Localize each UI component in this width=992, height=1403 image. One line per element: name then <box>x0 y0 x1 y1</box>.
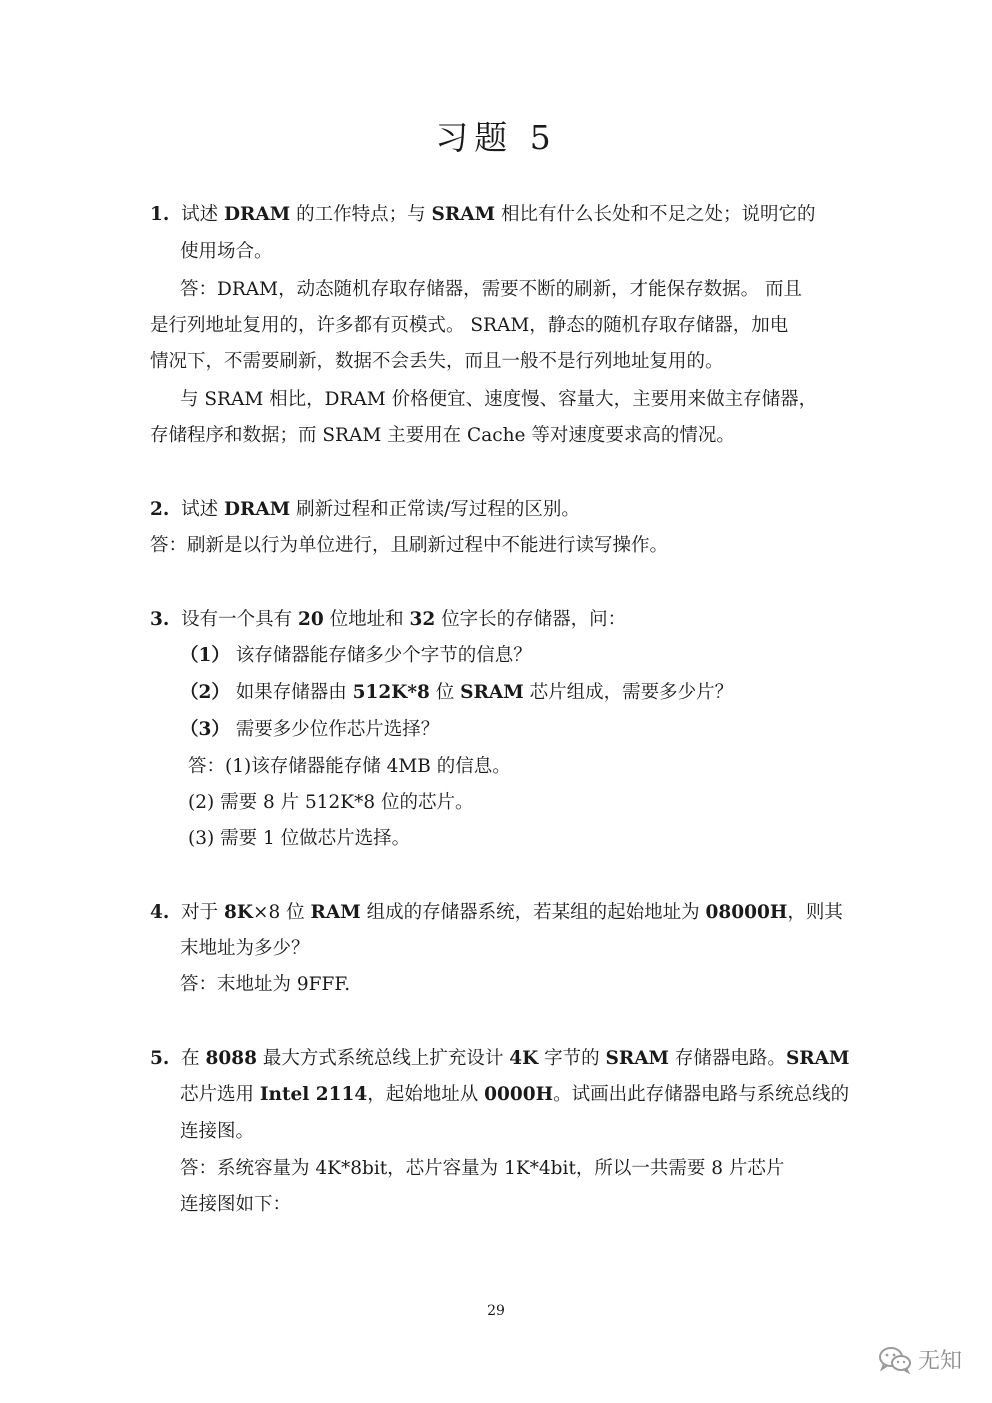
question-2 <box>150 497 580 523</box>
answer-1-line-2: 是行列地址复用的，许多都有页模式。 SRAM，静态的随机存取存储器，加电 <box>150 315 789 336</box>
sub-question-3 <box>180 717 439 743</box>
text: 芯片组成，需要多少片？ <box>523 682 734 703</box>
text: 在 <box>181 1048 206 1069</box>
page-title: 习题 5 <box>435 118 557 157</box>
sub-question-2 <box>180 680 733 706</box>
watermark-text: 无知 <box>917 1349 962 1374</box>
text: 该存储器能存储多少个字节的信息？ <box>229 645 532 666</box>
text-bold: SRAM <box>431 204 496 225</box>
text: 芯片选用 <box>180 1084 260 1105</box>
sub-question-number: （3） <box>180 719 230 740</box>
text-bold: SRAM <box>460 682 524 703</box>
text-bold: DRAM <box>223 204 291 225</box>
answer-1-line-1: 答：DRAM，动态随机存取存储器，需要不断的刷新，才能保存数据。 而且 <box>180 279 802 300</box>
page-number: 29 <box>487 1303 505 1319</box>
answer-1-line-3: 情况下，不需要刷新，数据不会丢失，而且一般不是行列地址复用的。 <box>150 351 724 372</box>
answer-3-line-3: (3) 需要 1 位做芯片选择。 <box>188 828 411 849</box>
question-number: 1. <box>150 204 170 225</box>
text-bold: SRAM <box>605 1048 670 1069</box>
answer-1-line-4: 与 SRAM 相比，DRAM 价格便宜、速度慢、容量大，主要用来做主存储器， <box>180 389 818 410</box>
text: 试述 <box>181 204 224 225</box>
text: 试述 <box>181 499 224 520</box>
question-5 <box>150 1046 850 1072</box>
text-bold: DRAM <box>223 499 291 520</box>
question-4-line-2: 末地址为多少？ <box>180 938 310 959</box>
question-1-line-2: 使用场合。 <box>180 241 273 262</box>
watermark <box>878 1344 962 1375</box>
answer-3-line-1: 答：(1)该存储器能存储 4MB 的信息。 <box>188 756 511 777</box>
text: ×8 位 <box>252 902 311 923</box>
question-4 <box>150 900 843 926</box>
answer-2-line-1: 答：刷新是以行为单位进行，且刷新过程中不能进行读写操作。 <box>150 535 669 556</box>
question-number: 3. <box>150 609 170 630</box>
text: 组成的存储器系统，若某组的起始地址为 <box>360 902 706 923</box>
text-bold: 8088 <box>205 1048 257 1069</box>
question-5-line-2 <box>180 1082 849 1108</box>
answer-5-line-2: 连接图如下： <box>180 1194 292 1215</box>
text-bold: 0000H <box>484 1084 554 1105</box>
text-bold: 4K <box>509 1048 539 1069</box>
text-bold: 20 <box>297 609 324 630</box>
question-1 <box>150 202 815 228</box>
question-5-line-3: 连接图。 <box>180 1121 255 1142</box>
answer-4-line-1: 答：末地址为 9FFF. <box>180 974 351 995</box>
text: 相比有什么长处和不足之处；说明它的 <box>495 204 816 225</box>
text-bold: 512K*8 <box>352 682 430 703</box>
question-number: 2. <box>150 499 170 520</box>
text: 设有一个具有 <box>181 609 298 630</box>
text: 如果存储器由 <box>229 682 353 703</box>
text: 需要多少位作芯片选择？ <box>229 719 440 740</box>
question-3 <box>150 607 626 633</box>
text: 存储器电路。 <box>669 1048 786 1069</box>
sub-question-1 <box>180 643 532 669</box>
text: 。试画出此存储器电路与系统总线的 <box>553 1084 850 1105</box>
text-bold: RAM <box>310 902 361 923</box>
text: 位 <box>429 682 461 703</box>
text-bold: Intel 2114 <box>259 1084 368 1105</box>
text: ，起始地址从 <box>367 1084 485 1105</box>
text: 位地址和 <box>323 609 410 630</box>
text: 最大方式系统总线上扩充设计 <box>256 1048 510 1069</box>
text-bold: 32 <box>409 609 436 630</box>
text: ，则其 <box>787 902 843 923</box>
text-bold: SRAM <box>785 1048 850 1069</box>
wechat-icon <box>878 1346 912 1374</box>
text: 字节的 <box>538 1048 606 1069</box>
answer-1-line-5: 存储程序和数据；而 SRAM 主要用在 Cache 等对速度要求高的情况。 <box>150 425 735 446</box>
answer-5-line-1: 答：系统容量为 4K*8bit，芯片容量为 1K*4bit，所以一共需要 8 片芯片 <box>180 1158 785 1179</box>
sub-question-number: （1） <box>180 645 230 666</box>
sub-question-number: （2） <box>180 682 230 703</box>
text-bold: 08000H <box>705 902 788 923</box>
question-number: 4. <box>150 902 170 923</box>
text-bold: 8K <box>223 902 253 923</box>
text: 的工作特点；与 <box>290 204 432 225</box>
text: 刷新过程和正常读/写过程的区别。 <box>290 499 580 520</box>
text: 对于 <box>181 902 224 923</box>
answer-3-line-2: (2) 需要 8 片 512K*8 位的芯片。 <box>188 792 474 813</box>
question-number: 5. <box>150 1048 170 1069</box>
text: 位字长的存储器，问： <box>435 609 627 630</box>
